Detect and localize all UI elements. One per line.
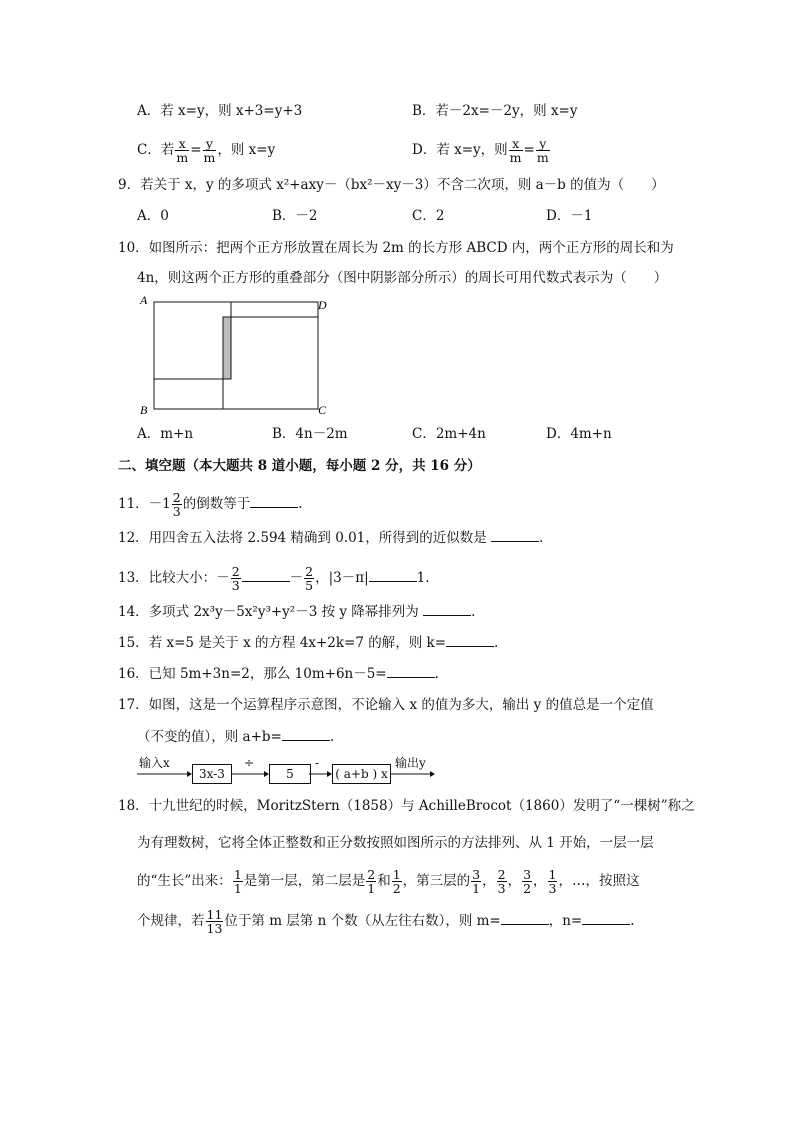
q10-option-d: D．4m+n — [546, 426, 612, 442]
fraction: $\frac{1}{2}$ — [392, 867, 401, 896]
square-right — [223, 317, 318, 409]
fraction: $\frac{y}{m}$ — [536, 136, 549, 165]
q10-figure — [136, 292, 336, 420]
q8-d-prefix: D．若 x=y，则 — [412, 142, 508, 158]
q10-option-b: B．4n－2m — [272, 426, 348, 442]
fraction: $\frac{1}{1}$ — [233, 867, 242, 896]
fraction: $\frac{x}{m}$ — [176, 136, 189, 165]
fraction: $\frac{x}{m}$ — [509, 136, 522, 165]
arrow-icon — [430, 771, 435, 777]
q9-option-b: B．－2 — [272, 208, 318, 224]
fraction: $\frac{1}{3}$ — [548, 867, 557, 896]
q15: 15．若 x=5 是关于 x 的方程 4x+2k=7 的解，则 k= . — [118, 635, 499, 651]
flow-box-1: 3x-3 — [192, 764, 232, 784]
q16-text: 16．已知 5m+3n=2，那么 10m+6n－5= — [118, 666, 387, 682]
fraction: $\frac{11}{13}$ — [206, 907, 223, 936]
label-c: C — [318, 403, 327, 417]
q9-option-c: C．2 — [412, 208, 445, 224]
fraction: $\frac{2}{5}$ — [305, 564, 314, 593]
q15-text: 15．若 x=5 是关于 x 的方程 4x+2k=7 的解，则 k= — [118, 635, 447, 651]
answer-blank[interactable] — [242, 569, 290, 582]
q18-line2: 为有理数树，它将全体正整数和正分数按照如图所示的方法排列、从 1 开始，一层一层 — [137, 835, 654, 851]
q8-option-c: C．若 $\frac{x}{m}$ = $\frac{y}{m}$ ，则 x=y — [137, 136, 276, 165]
q12-text: 12．用四舍五入法将 2.594 精确到 0.01，所得到的近似数是 — [118, 530, 487, 546]
answer-blank[interactable] — [501, 912, 549, 925]
q10-option-a: A．m+n — [137, 426, 194, 442]
q11-prefix: 11．－1 — [118, 496, 171, 512]
rectangle-abcd — [154, 302, 318, 409]
answer-blank[interactable] — [250, 495, 298, 508]
fraction: $\frac{2}{3}$ — [497, 867, 506, 896]
q13-prefix: 13．比较大小：－ — [118, 570, 230, 586]
answer-blank[interactable] — [423, 603, 471, 616]
fraction: $\frac{3}{2}$ — [523, 867, 532, 896]
answer-blank[interactable] — [282, 728, 330, 741]
flow-box-2: 5 — [269, 764, 311, 784]
q12: 12．用四舍五入法将 2.594 精确到 0.01，所得到的近似数是 . — [118, 530, 544, 546]
q14: 14．多项式 2x³y－5x²y³+y²－3 按 y 降幂排列为 . — [118, 604, 476, 620]
fraction: $\frac{2}{3}$ — [172, 490, 181, 519]
fraction: $\frac{2}{1}$ — [367, 867, 376, 896]
fraction: $\frac{2}{3}$ — [231, 564, 240, 593]
answer-blank[interactable] — [446, 634, 494, 647]
q13: 13．比较大小：－ $\frac{2}{3}$ － $\frac{2}{5}$ ，|3－π| 1. — [118, 564, 430, 593]
q17-line2: （不变的值），则 a+b= . — [137, 729, 335, 745]
q16: 16．已知 5m+3n=2，那么 10m+6n－5= . — [118, 666, 439, 682]
q10-line2: 4n，则这两个正方形的重叠部分（图中阴影部分所示）的周长可用代数式表示为（ ） — [137, 270, 668, 286]
section-title: 二、填空题（本大题共 8 道小题，每小题 2 分，共 16 分） — [118, 458, 481, 474]
q17-flowchart — [137, 752, 437, 788]
label-b: B — [140, 403, 148, 417]
flow-input-label: 输入x — [139, 756, 170, 770]
q8-option-a: A．若 x=y，则 x+3=y+3 — [137, 103, 303, 119]
label-d: D — [318, 298, 327, 312]
q9-option-a: A．0 — [137, 208, 169, 224]
q18-line3: 的“生长”出来： $\frac{1}{1}$ 是第一层，第二层是 $\frac{2}{1}$ 和 $\frac{1}{2}$ ，第三层的 $\frac{3}{1}$ ， $\frac{2}{3}$ ， $\frac{3}{2}$ ， $\frac{1}{3}$ ，…，按照这 — [137, 867, 640, 896]
flow-op-minus: - — [315, 756, 320, 770]
q10-line1: 10．如图所示：把两个正方形放置在周长为 2m 的长方形 ABCD 内，两个正方形的周长和为 — [118, 240, 674, 256]
q11-text: 的倒数等于 — [182, 496, 251, 512]
q8-c-suffix: ，则 x=y — [217, 142, 276, 158]
fraction: $\frac{y}{m}$ — [203, 136, 216, 165]
flow-op-divide: ÷ — [244, 756, 255, 770]
q8-option-b: B．若－2x=－2y，则 x=y — [412, 103, 578, 119]
q9-stem: 9．若关于 x，y 的多项式 x²+axy－（bx²－xy－3）不含二次项，则 a－b 的值为（ ） — [118, 177, 665, 193]
flow-output-label: 输出y — [395, 756, 426, 770]
q17-line1: 17．如图，这是一个运算程序示意图，不论输入 x 的值为多大，输出 y 的值总是一个定值 — [118, 697, 654, 713]
label-a: A — [140, 293, 148, 307]
q8-option-d: D．若 x=y，则 $\frac{x}{m}$ = $\frac{y}{m}$ — [412, 136, 549, 165]
q18-line4: 个规律，若 $\frac{11}{13}$ 位于第 m 层第 n 个数（从左往右数），则 m= ，n= . — [137, 907, 635, 936]
q10-option-c: C．2m+4n — [412, 426, 486, 442]
square-left — [154, 302, 231, 379]
flow-box-3: ( a+b ) x — [332, 764, 391, 784]
fraction: $\frac{3}{1}$ — [472, 867, 481, 896]
q8-c-prefix: C．若 — [137, 142, 175, 158]
answer-blank[interactable] — [582, 912, 630, 925]
answer-blank[interactable] — [369, 569, 417, 582]
q9-option-d: D．－1 — [546, 208, 593, 224]
overlap-shaded — [223, 317, 231, 379]
q14-text: 14．多项式 2x³y－5x²y³+y²－3 按 y 降幂排列为 — [118, 604, 419, 620]
answer-blank[interactable] — [387, 665, 435, 678]
q11: 11．－1 $\frac{2}{3}$ 的倒数等于 . — [118, 490, 303, 519]
answer-blank[interactable] — [491, 529, 539, 542]
q18-line1: 18．十九世纪的时候，MoritzStern（1858）与 AchilleBrocot（1860）发明了“一棵树”称之 — [118, 798, 695, 814]
